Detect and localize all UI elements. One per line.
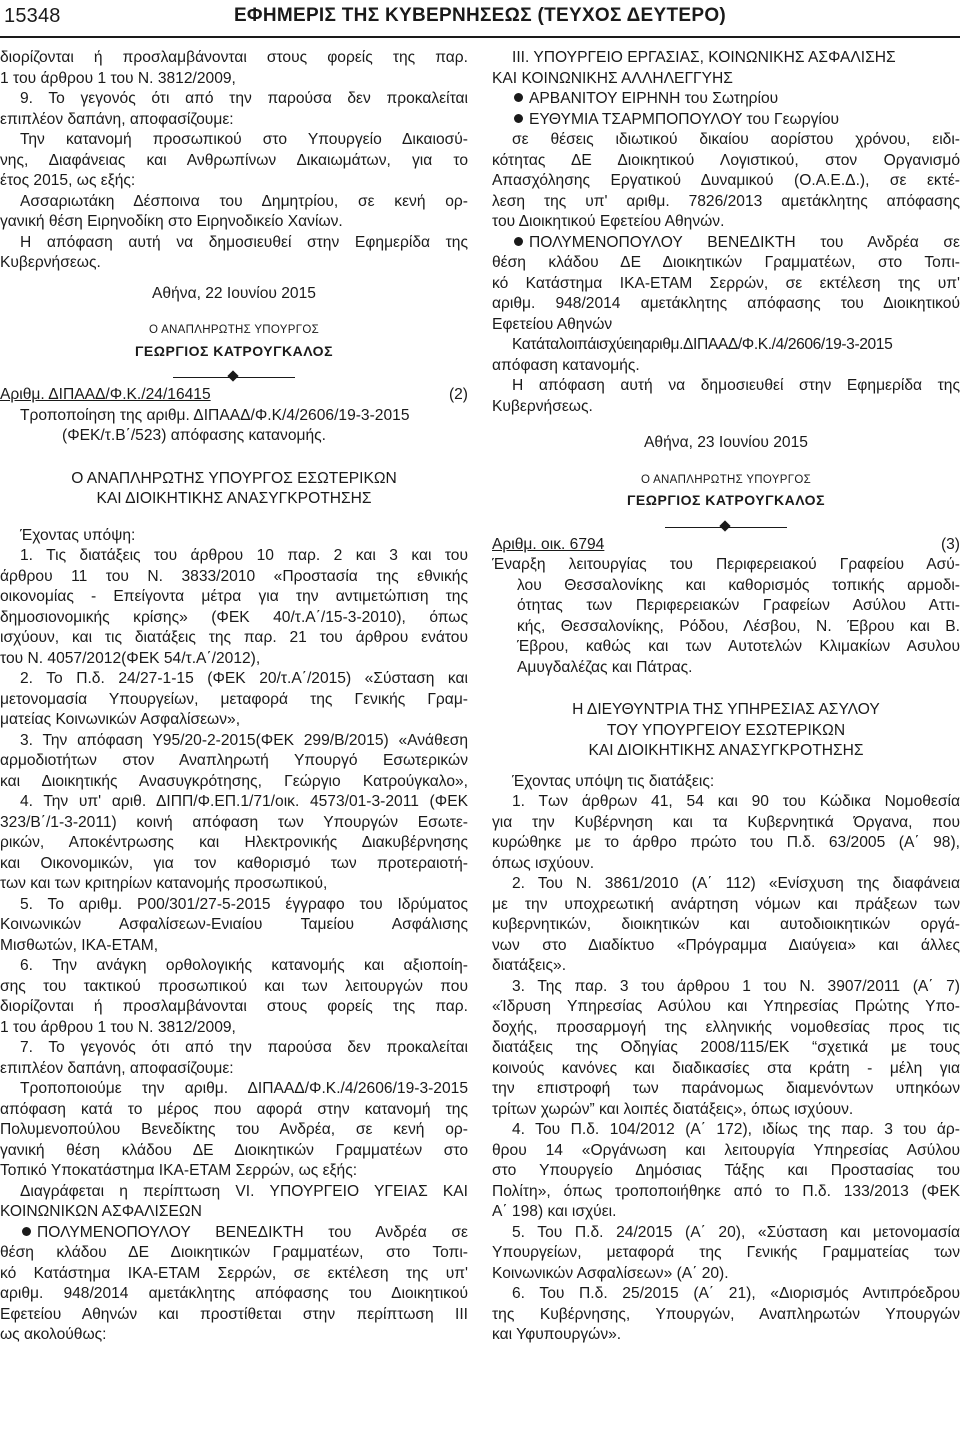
text-line: 4. Την υπ' αριθ. ΔΙΠΠ/Φ.ΕΠ.1/71/οικ. 4573/01-3-2011 (ΦΕΚ	[20, 793, 468, 810]
text-line: Ασσαριωτάκη Δέσποινα του Δημητρίου, σε κενή ορ-	[20, 192, 468, 210]
bullet-line	[492, 110, 960, 131]
bullet-line	[492, 89, 960, 110]
text-line: αριθμ. 948/2014 αμετάκλητης απόφασης του Διοικητικού	[492, 295, 960, 312]
text-line: διατάξεις της Οδηγίας 2008/115/ΕΚ “σχετικά με τους	[492, 1039, 960, 1056]
signature-date: Αθήνα, 22 Ιουνίου 2015	[152, 284, 316, 302]
gazette-title: ΕΦΗΜΕΡΙΣ ΤΗΣ ΚΥΒΕΡΝΗΣΕΩΣ (ΤΕΥΧΟΣ ΔΕΥΤΕΡΟ)	[233, 5, 727, 26]
authority-line: ΚΑΙ ΔΙΟΙΚΗΤΙΚΗΣ ΑΝΑΣΥΓΚΡΟΤΗΣΗΣ	[588, 742, 864, 759]
text-line: απόφαση κατανομής.	[492, 356, 640, 374]
bullet-text: ΠΟΛΥΜΕΝΟΠΟΥΛΟΥ ΒΕΝΕΔΙΚΤΗ του Ανδρέα σε	[37, 1223, 468, 1241]
text-line: 1. Τις διατάξεις του άρθρου 10 παρ. 2 και 3 και του	[20, 547, 468, 564]
decision-index: (3)	[940, 535, 960, 553]
text-line: των και των κριτηρίων κατανομής προσωπικού,	[0, 875, 328, 892]
text-line: 3. Την απόφαση Υ95/20-2-2015(ΦΕΚ 299/Β/2015) «Ανάθεση	[20, 731, 468, 749]
text-line: όπως ισχύουν.	[492, 854, 595, 872]
diamond-icon	[719, 520, 730, 531]
text-line: Μισθωτών, ΙΚΑ-ΕΤΑΜ,	[0, 936, 159, 954]
text-line: Κυβερνήσεως.	[0, 254, 101, 271]
text-line: ΚΟΙΝΩΝΙΚΩΝ ΑΣΦΑΛΙΣΕΩΝ	[0, 1203, 202, 1220]
text-line: οικονομίας - Επείγοντα μέτρα για την αντιμετώπιση της	[0, 588, 468, 605]
text-line: Την κατανομή προσωπικού στο Υπουργείο Δικαιοσύ-	[20, 131, 468, 148]
section-separator	[173, 371, 295, 385]
authority-line: ΤΟΥ ΥΠΟΥΡΓΕΙΟΥ ΕΣΩΤΕΡΙΚΩΝ	[606, 721, 846, 739]
text-line: διορίζονται ή προσλαμβάνονται στους φορείς της παρ.	[0, 998, 468, 1015]
text-line: με την υποχρεωτική ανάρτηση νόμων και πράξεων των	[492, 895, 960, 913]
text-line: κυρώθηκε με το άρθρο πρώτο του Π.δ. 63/2005 (Α΄ 98),	[492, 834, 960, 851]
text-line: για την Κυβέρνηση και τα Κυβερνητικά Όργανα, που	[492, 813, 960, 831]
page-number: 15348	[4, 5, 61, 27]
text-line: Κοινωνικών Ασφαλίσεων-Ενιαίου Ταμείου Ασφάλισης	[0, 916, 468, 933]
text-line: επιπλέον δαπάνη, αποφασίζουμε:	[0, 110, 234, 128]
text-line: Κατάταλοιπάισχύειηαριθμ.ΔΙΠΑΑΔ/Φ.Κ./4/2606/19-3-2015	[512, 336, 893, 353]
decision-number: Αριθμ. οικ. 6794	[492, 535, 605, 553]
decision-title-line: (ΦΕΚ/τ.Β΄/523) απόφασης κατανομής.	[62, 427, 326, 444]
bullet-text: ΑΡΒΑΝΙΤΟΥ ΕΙΡΗΝΗ του Σωτηρίου	[529, 90, 779, 107]
header-rule	[0, 36, 960, 38]
text-line: στο Υπουργείο Δημόσιας Τάξης και Προστασίας του	[492, 1162, 960, 1179]
text-line: κοινούς κανόνες και διαδικασίες στα κράτη - μέλη για	[492, 1059, 960, 1077]
text-line: έτος 2015, ως εξής:	[0, 172, 136, 189]
bullet-icon	[514, 114, 523, 123]
decision-title-line: Έναρξη λειτουργίας του Περιφερειακού Γραφείου Ασύ-	[492, 556, 960, 573]
text-line: 5. Το αριθμ. Ρ00/301/27-5-2015 έγγραφο του Ιδρύματος	[20, 895, 468, 913]
text-line: 6. Την ανάγκη ορθολογικής κατανομής και αξιοποίη-	[20, 957, 468, 974]
text-line: λεση της υπ' αριθμ. 7826/2013 αμετάκλητης απόφασης	[492, 192, 960, 210]
text-line: Πολίτη», όπως τροποποιήθηκε από το Π.δ. 133/2013 (ΦΕΚ	[492, 1182, 960, 1200]
text-line: δοχής, προσαρμογή της ελληνικής νομοθεσίας προς τις	[492, 1018, 960, 1036]
text-line: 3. Της παρ. 3 του άρθρου 1 του Ν. 3907/2011 (Α΄ 7)	[512, 977, 960, 995]
decision-title-line: Τροποποίηση της αριθμ. ΔΙΠΑΑΔ/Φ.Κ/4/2606/19-3-2015	[20, 406, 410, 424]
text-line: κότητας ΔΕ Διοικητικού Λογιστικού, στον Οργανισμό	[492, 151, 960, 169]
right-column	[492, 48, 960, 1346]
signer-name: ΓΕΩΡΓΙΟΣ ΚΑΤΡΟΥΓΚΑΛΟΣ	[627, 492, 825, 508]
text-line: γανική θέση Ειρηνοδίκη στο Ειρηνοδικείο Χανίων.	[0, 213, 343, 230]
text-line: ρικών, Αποκέντρωσης και Ηλεκτρονικής Διακυβέρνησης	[0, 834, 468, 851]
bullet-icon	[514, 93, 523, 102]
authority-line: Ο ΑΝΑΠΛΗΡΩΤΗΣ ΥΠΟΥΡΓΟΣ ΕΣΩΤΕΡΙΚΩΝ	[71, 469, 397, 487]
text-line: Απασχόλησης Εργατικού Δυναμικού (Ο.Α.Ε.Δ.), σε εκτέ-	[492, 172, 960, 189]
text-line: Πολυμενοπούλου Βενεδίκτης του Ανδρέα, σε κενή ορ-	[0, 1121, 468, 1138]
text-line: 7. Το γεγονός ότι από την παρούσα δεν προκαλείται	[20, 1039, 468, 1056]
signer-name: ΓΕΩΡΓΙΟΣ ΚΑΤΡΟΥΓΚΑΛΟΣ	[135, 342, 333, 359]
text-line: θέση κλάδου ΔΕ Διοικητικών Γραμματέων, στο Τοπι-	[492, 254, 960, 271]
authority-line: ΚΑΙ ΔΙΟΙΚΗΤΙΚΗΣ ΑΝΑΣΥΓΚΡΟΤΗΣΗΣ	[96, 490, 372, 507]
decision-header	[492, 535, 960, 556]
text-line: την επιστροφή των παράνομως διαμενόντων υπηκόων	[492, 1080, 960, 1097]
decision-title-line: Έβρου, καθώς και των Αυτοτελών Κλιμακίων Ασυλου	[517, 638, 960, 655]
text-line: ως ακολούθως:	[0, 1326, 107, 1343]
section-separator	[665, 521, 787, 535]
decision-header	[0, 385, 468, 406]
decision-title-line: Αμυγδαλέζας και Πάτρας.	[517, 658, 693, 676]
text-line: άρθρου 11 του Ν. 3833/2010 «Προστασία της εθνικής	[0, 567, 468, 585]
text-line: 1. Των άρθρων 41, 54 και 90 του Κώδικα Νομοθεσία	[512, 793, 960, 810]
authority-line: Η ΔΙΕΥΘΥΝΤΡΙΑ ΤΗΣ ΥΠΗΡΕΣΙΑΣ ΑΣΥΛΟΥ	[572, 701, 880, 718]
decision-title-line: ότητας των Περιφερειακών Γραφείων Ασύλου Αττι-	[517, 597, 960, 614]
text-line: και Διοικητικής Ανασυγκρότησης, Γεώργιο Κατρούγκαλο»,	[0, 772, 468, 790]
text-line: του Ν. 4057/2012(ΦΕΚ 54/τ.Α΄/2012),	[0, 649, 261, 667]
page-header	[0, 0, 960, 38]
text-line: Η απόφαση αυτή να δημοσιευθεί στην Εφημερίδα της	[20, 233, 468, 251]
text-line: 5. Του Π.δ. 24/2015 (Α΄ 20), «Σύσταση και μετονομασία	[512, 1223, 960, 1241]
decision-title-line: κής, Θεσσαλονίκης, Ρόδου, Λέσβου, Ν. Έβρου και Β.	[517, 617, 960, 635]
text-line: μετονομασία Υπουργείων, μεταφορά της Γενικής Γραμ-	[0, 690, 468, 708]
text-line: γανική θέση κλάδου ΔΕ Διοικητικών Γραμματέων στο	[0, 1141, 468, 1159]
text-line: Εφετείου Αθηνών και προστίθεται στην περίπτωση ΙΙΙ	[0, 1305, 468, 1323]
text-line: 2. Το Π.δ. 24/27-1-15 (ΦΕΚ 20/τ.Α΄/2015) «Σύσταση και	[20, 670, 468, 687]
text-line: του Διοικητικού Εφετείου Αθηνών.	[492, 213, 725, 230]
text-line: ματείας Κοινωνικών Ασφαλίσεων»,	[0, 711, 241, 728]
bullet-text: ΠΟΛΥΜΕΝΟΠΟΥΛΟΥ ΒΕΝΕΔΙΚΤΗ του Ανδρέα σε	[529, 233, 960, 251]
signer-title: Ο ΑΝΑΠΛΗΡΩΤΗΣ ΥΠΟΥΡΓΟΣ	[148, 324, 319, 336]
text-line: νης, Διαφάνειας και Ανθρωπίνων Δικαιωμάτων, για το	[0, 151, 468, 169]
text-line: κό Κατάστημα ΙΚΑ-ΕΤΑΜ Σερρών, σε εκτέλεση της υπ'	[492, 274, 960, 292]
text-line: απόφαση κατά το μέρος που αφορά στην κατανομή της	[0, 1100, 468, 1118]
text-line: «Ίδρυση Υπηρεσίας Ασύλου και Υπηρεσίας Πρώτης Υπο-	[492, 998, 960, 1015]
text-line: διορίζονται ή προσλαμβάνονται στους φορείς της παρ.	[0, 49, 468, 66]
text-line: 2. Του Ν. 3861/2010 (Α΄ 112) «Ενίσχυση της διαφάνεια	[512, 875, 960, 892]
decision-number: Αριθμ. ΔΙΠΑΑΔ/Φ.Κ./24/16415	[0, 386, 211, 403]
text-line: 6. Του Π.δ. 25/2015 (Α΄ 21), «Διορισμός Αντιπρόεδρου	[512, 1285, 960, 1302]
bullet-icon	[22, 1227, 31, 1236]
text-line: 9. Το γεγονός ότι από την παρούσα δεν προκαλείται	[20, 90, 468, 107]
bullet-line	[0, 1223, 468, 1244]
text-line: νων στο Διαδίκτυο «Πρόγραμμα Διαύγεια» και άλλες	[492, 936, 960, 954]
bullet-icon	[514, 237, 523, 246]
text-line: επιπλέον δαπάνη, αποφασίζουμε:	[0, 1059, 234, 1077]
text-line: δημοσιονομικής κρίσης» (ΦΕΚ 40/τ.Α΄/15-3-2010), όπως	[0, 608, 468, 626]
decision-index: (2)	[448, 386, 468, 403]
diamond-icon	[227, 370, 238, 381]
text-line: της Κυβέρνησης, Υπουργών, Αναπληρωτών Υπουργών	[492, 1305, 960, 1323]
text-line: τρίτων χωρών” και λοιπές διατάξεις», όπως ισχύουν.	[492, 1100, 854, 1118]
text-line: Η απόφαση αυτή να δημοσιευθεί στην Εφημερίδα της	[512, 377, 960, 394]
left-column	[0, 48, 468, 1346]
text-line: κό Κατάστημα ΙΚΑ-ΕΤΑΜ Σερρών, σε εκτέλεση της υπ'	[0, 1264, 468, 1282]
text-line: Υπουργείων, μεταφορά της Γενικής Γραμματείας των	[492, 1244, 960, 1261]
text-line: θέση κλάδου ΔΕ Διοικητικών Γραμματέων, στο Τοπι-	[0, 1244, 468, 1261]
text-line: σε θέσεις ιδιωτικού δικαίου αορίστου χρόνου, ειδι-	[512, 131, 960, 148]
text-line: και Οικονομικών, για τον καθορισμό των προτεραιοτή-	[0, 854, 468, 872]
section-heading-line: ΚΑΙ ΚΟΙΝΩΝΙΚΗΣ ΑΛΛΗΛΕΓΓΥΗΣ	[492, 69, 733, 87]
bullet-text: ΕΥΘΥΜΙΑ ΤΣΑΡΜΠΟΠΟΥΛΟΥ του Γεωργίου	[529, 110, 840, 128]
text-line: Α΄ 198) και ισχύει.	[492, 1203, 617, 1220]
text-line: αρμοδιοτήτων στον Αναπληρωτή Υπουργό Εσωτερικών	[0, 752, 468, 769]
signature-date: Αθήνα, 23 Ιουνίου 2015	[644, 434, 808, 451]
bullet-line	[492, 233, 960, 254]
text-line: θρου 14 «Οργάνωση και λειτουργία Υπηρεσίας Ασύλου	[492, 1141, 960, 1159]
section-heading-line: ΙΙΙ. ΥΠΟΥΡΓΕΙΟ ΕΡΓΑΣΙΑΣ, ΚΟΙΝΩΝΙΚΗΣ ΑΣΦΑΛΙΣΗΣ	[512, 49, 896, 66]
text-line: Τροποποιούμε την αριθμ. ΔΙΠΑΑΔ/Φ.Κ./4/2606/19-3-2015	[20, 1080, 468, 1097]
text-line: Κοινωνικών Ασφαλίσεων» (Α΄ 20).	[492, 1264, 729, 1282]
having-in-mind: Έχοντας υπόψη τις διατάξεις:	[512, 772, 715, 790]
decision-title-line: λου Θεσσαλονίκης και καθορισμός τοπικής αρμοδι-	[517, 576, 960, 594]
text-line: Κυβερνήσεως.	[492, 397, 593, 415]
text-line: 4. Του Π.δ. 104/2012 (Α΄ 172), ιδίως της παρ. 3 του άρ-	[512, 1121, 960, 1138]
text-line: και Υφυπουργών».	[492, 1326, 622, 1343]
text-line: 1 του άρθρου 1 του Ν. 3812/2009,	[0, 69, 236, 87]
text-line: διατάξεις».	[492, 957, 567, 974]
signer-title: Ο ΑΝΑΠΛΗΡΩΤΗΣ ΥΠΟΥΡΓΟΣ	[640, 473, 811, 486]
text-line: Τοπικό Υποκατάστημα ΙΚΑ-ΕΤΑΜ Σερρών, ως εξής:	[0, 1162, 358, 1179]
text-line: Διαγράφεται η περίπτωση VI. ΥΠΟΥΡΓΕΙΟ ΥΓΕΙΑΣ ΚΑΙ	[20, 1182, 468, 1200]
text-line: 1 του άρθρου 1 του Ν. 3812/2009,	[0, 1018, 236, 1036]
text-line: σης του τακτικού προσωπικού και των λειτουργών που	[0, 977, 468, 995]
having-in-mind: Έχοντας υπόψη:	[20, 526, 136, 544]
text-line: ισχύουν, και τις διατάξεις της παρ. 21 του άρθρου ενάτου	[0, 629, 468, 646]
text-line: αριθμ. 948/2014 αμετάκλητης απόφασης του Διοικητικού	[0, 1285, 468, 1302]
text-line: 323/Β΄/1-3-2011) κοινή απόφαση των Υπουργών Εσωτε-	[0, 813, 468, 831]
text-line: Εφετείου Αθηνών	[492, 315, 613, 333]
text-line: κυβερνητικών, διοικητικών και αυτοδιοικητικών οργά-	[492, 916, 960, 933]
